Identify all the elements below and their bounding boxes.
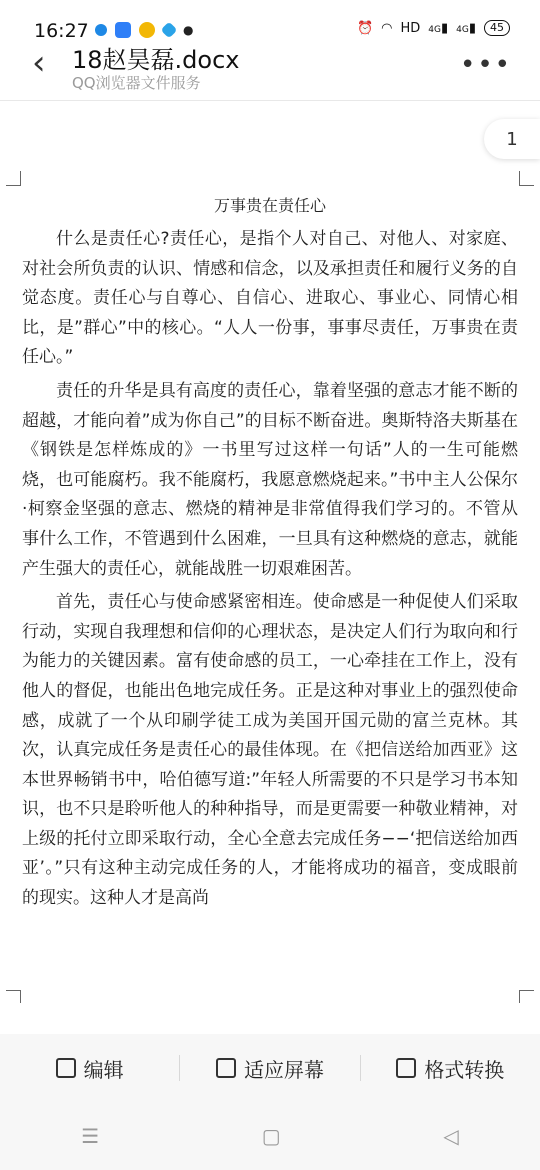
doc-paragraph: 责任的升华是具有高度的责任心，靠着坚强的意志才能不断的超越，才能向着”成为你自己”的目标不断奋进。奥斯特洛夫斯基在《钢铁是怎样炼成的》一书里写过这样一句话”人的一生可能燃烧，也可能腐朽。我不能腐朽，我愿意燃烧起来。”书中主人公保尔·柯察金坚强的意志、燃烧的精神是非常值得我们学习的。不管从事什么工作，不管遇到什么困难，一旦具有这种燃烧的意志，就能产生强大的责任心，就能战胜一切艰难困苦。 xyxy=(22,380,518,579)
page-corner-mark xyxy=(6,171,21,186)
format-convert-button[interactable] xyxy=(361,1054,540,1083)
document-title: 18赵昊磊.docx xyxy=(72,46,240,74)
bottom-toolbar xyxy=(0,1034,540,1102)
document-viewer[interactable] xyxy=(0,101,540,1003)
edit-icon xyxy=(56,1058,76,1078)
telegram-icon xyxy=(161,22,178,39)
more-notifications-icon: ● xyxy=(183,23,194,37)
app-notification-icon xyxy=(95,24,107,36)
wifi-icon: ◠ xyxy=(381,20,393,36)
home-nav-icon[interactable]: ▢ xyxy=(261,1124,281,1148)
more-menu-icon[interactable]: ••• xyxy=(459,50,512,80)
edit-button[interactable] xyxy=(0,1054,179,1083)
page-corner-mark xyxy=(6,990,21,1003)
status-right xyxy=(357,20,510,36)
notification-icons xyxy=(95,22,193,38)
fit-screen-button[interactable] xyxy=(180,1054,359,1083)
fit-screen-label: 适应屏幕 xyxy=(243,1057,324,1082)
alarm-icon: ⏰ xyxy=(356,20,374,36)
document-subtitle: QQ浏览器文件服务 xyxy=(72,74,201,92)
doc-body xyxy=(22,225,518,918)
back-nav-icon[interactable]: ◁ xyxy=(443,1124,459,1148)
system-nav-bar xyxy=(0,1102,540,1170)
menu-nav-icon[interactable]: ☰ xyxy=(81,1124,100,1148)
page-number-badge[interactable]: 1 xyxy=(484,119,540,159)
signal-icon-2: 4G▮ xyxy=(456,20,476,36)
battery-icon: 45 xyxy=(484,20,510,36)
signal-icon-1: 4G▮ xyxy=(428,20,449,36)
hd-label: HD xyxy=(400,20,421,36)
format-convert-label: 格式转换 xyxy=(424,1057,505,1082)
doc-paragraph: 首先，责任心与使命感紧密相连。使命感是一种促使人们采取行动，实现自我理想和信仰的心理状态，是决定人们行为取向和行为能力的关键因素。富有使命感的员工，一心牵挂在工作上，没有他人的督促，也能出色地完成任务。正是这种对事业上的强烈使命感，成就了一个从印刷学徒工成为美国开国元勋的富兰克林。其次，认真完成任务是责任心的最佳体现。在《把信送给加西亚》这本世界畅销书中，哈伯德写道:”年轻人所需要的不只是学习书本知识，也不只是聆听他人的种种指导，而是更需要一种敬业精神，对上级的托付立即采取行动，全心全意去完成任务−−‘把信送给加西亚’。”只有这种主动完成任务的人，才能将成功的福音，变成眼前的现实。这种人才是高尚 xyxy=(22,592,518,909)
edit-label: 编辑 xyxy=(83,1057,124,1082)
wallet-icon xyxy=(139,22,155,38)
page-corner-mark xyxy=(519,171,534,186)
doc-paragraph: 什么是责任心?责任心，是指个人对自己、对他人、对家庭、对社会所负责的认识、情感和信念，以及承担责任和履行义务的自觉态度。责任心与自尊心、自信心、进取心、事业心、同情心相比，是”群心”中的核心。“人人一份事，事事尽责任，万事贵在责任心。” xyxy=(22,229,518,368)
page-corner-mark xyxy=(519,990,534,1003)
fit-screen-icon xyxy=(216,1058,236,1078)
app-header xyxy=(0,40,540,101)
status-time: 16:27 xyxy=(34,20,89,42)
format-convert-icon xyxy=(396,1058,416,1078)
doc-heading: 万事贵在责任心 xyxy=(213,196,326,215)
kugou-icon xyxy=(115,22,131,38)
status-bar xyxy=(0,0,540,40)
back-icon[interactable]: ‹ xyxy=(32,43,46,83)
